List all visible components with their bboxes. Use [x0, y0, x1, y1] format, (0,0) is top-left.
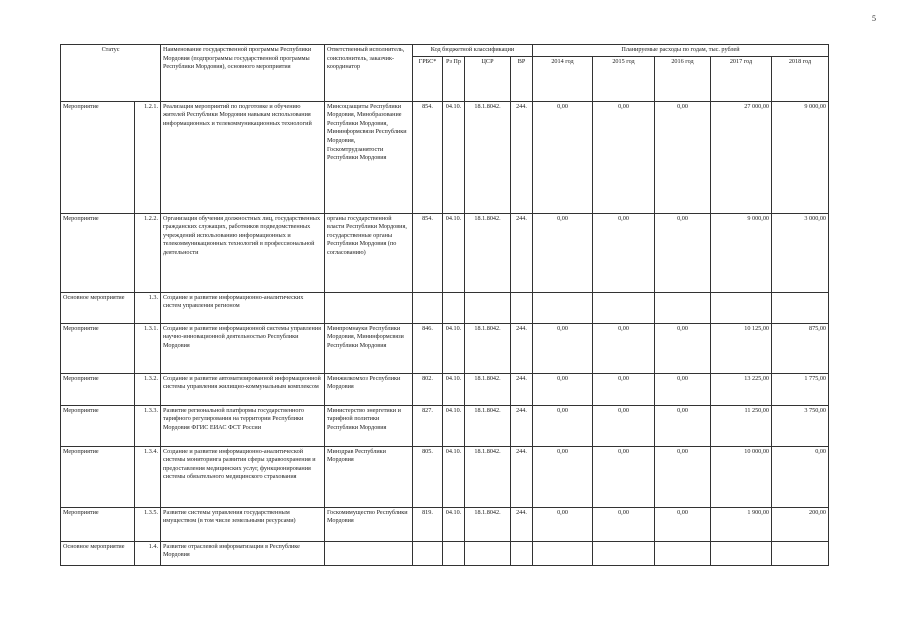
row-2017: 9 000,00: [711, 213, 772, 292]
header-year-2015: 2015 год: [593, 56, 655, 101]
row-2018: [772, 292, 829, 323]
row-2017: 1 900,00: [711, 507, 772, 541]
row-vr: [511, 541, 533, 565]
row-name: Реализация мероприятий по подготовке и обучению жителей Республики Мордовия навыкам использования информационных и телекоммуникационных технологий: [161, 101, 325, 213]
row-status: Основное мероприятие: [61, 292, 135, 323]
row-number: 1.4.: [135, 541, 161, 565]
row-2016: 0,00: [655, 101, 711, 213]
row-grbs: [413, 292, 443, 323]
row-csr: [465, 541, 511, 565]
row-csr: 18.1.8042.: [465, 373, 511, 405]
row-grbs: 819.: [413, 507, 443, 541]
page-number: 5: [872, 14, 876, 23]
row-rzpr: 04.10.: [443, 373, 465, 405]
row-2014: [533, 292, 593, 323]
header-status: Статус: [61, 45, 161, 102]
row-rzpr: 04.10.: [443, 323, 465, 373]
row-responsible: [325, 292, 413, 323]
table-row: [61, 101, 829, 213]
row-2015: [593, 292, 655, 323]
table-row: [61, 405, 829, 446]
row-2017: [711, 292, 772, 323]
row-number: 1.3.: [135, 292, 161, 323]
row-responsible: Минсоцзащиты Республики Мордовия, Минобразование Республики Мордовия, Мининформсвязи Республики Мордовия, Госкомтрудзанятости Республики Мордовия: [325, 101, 413, 213]
row-name: Создание и развитие автоматизированной информационной системы управления жилищно-коммунальным комплексом: [161, 373, 325, 405]
budget-table: [60, 44, 829, 566]
row-2018: [772, 541, 829, 565]
row-grbs: 854.: [413, 213, 443, 292]
row-grbs: 854.: [413, 101, 443, 213]
row-grbs: 827.: [413, 405, 443, 446]
header-year-2018: 2018 год: [772, 56, 829, 101]
row-number: 1.3.5.: [135, 507, 161, 541]
row-responsible: Министерство энергетики и тарифной политики Республики Мордовия: [325, 405, 413, 446]
row-rzpr: [443, 292, 465, 323]
row-2017: 13 225,00: [711, 373, 772, 405]
row-2014: 0,00: [533, 373, 593, 405]
header-rzpr: Рз Пр: [443, 56, 465, 101]
row-csr: 18.1.8042.: [465, 323, 511, 373]
header-csr: ЦСР: [465, 56, 511, 101]
row-number: 1.3.3.: [135, 405, 161, 446]
row-vr: 244.: [511, 101, 533, 213]
row-name: Развитие системы управления государственным имуществом (в том числе земельными ресурсами): [161, 507, 325, 541]
table-row: [61, 446, 829, 507]
row-2016: 0,00: [655, 373, 711, 405]
row-vr: 244.: [511, 323, 533, 373]
row-status: Мероприятие: [61, 323, 135, 373]
row-status: Мероприятие: [61, 446, 135, 507]
row-csr: 18.1.8042.: [465, 507, 511, 541]
row-vr: 244.: [511, 373, 533, 405]
row-csr: 18.1.8042.: [465, 446, 511, 507]
row-2017: 10 000,00: [711, 446, 772, 507]
row-2014: 0,00: [533, 323, 593, 373]
header-grbs: ГРБС*: [413, 56, 443, 101]
row-status: Мероприятие: [61, 101, 135, 213]
row-rzpr: 04.10.: [443, 507, 465, 541]
row-responsible: [325, 541, 413, 565]
row-grbs: 802.: [413, 373, 443, 405]
row-rzpr: [443, 541, 465, 565]
row-name: Развитие отраслевой информатизации в Республике Мордовия: [161, 541, 325, 565]
row-2018: 9 000,00: [772, 101, 829, 213]
row-number: 1.3.2.: [135, 373, 161, 405]
row-responsible: Минжилкомхоз Республики Мордовия: [325, 373, 413, 405]
row-rzpr: 04.10.: [443, 446, 465, 507]
row-2016: 0,00: [655, 446, 711, 507]
row-2015: [593, 541, 655, 565]
row-2018: 0,00: [772, 446, 829, 507]
row-number: 1.2.2.: [135, 213, 161, 292]
row-2018: 3 000,00: [772, 213, 829, 292]
row-2015: 0,00: [593, 213, 655, 292]
row-status: Мероприятие: [61, 373, 135, 405]
row-2014: 0,00: [533, 446, 593, 507]
row-2015: 0,00: [593, 507, 655, 541]
row-csr: [465, 292, 511, 323]
row-2018: 3 750,00: [772, 405, 829, 446]
row-2016: [655, 292, 711, 323]
table-row: [61, 292, 829, 323]
row-status: Мероприятие: [61, 507, 135, 541]
header-responsible: Ответственный исполнитель, соисполнитель, заказчик-координатор: [325, 45, 413, 102]
row-grbs: [413, 541, 443, 565]
row-csr: 18.1.8042.: [465, 405, 511, 446]
table-row: [61, 507, 829, 541]
row-2014: 0,00: [533, 507, 593, 541]
row-name: Создание и развитие информационной системы управления научно-инновационной деятельностью Республики Мордовия: [161, 323, 325, 373]
header-budget-code: Код бюджетной классификации: [413, 45, 533, 57]
header-year-2014: 2014 год: [533, 56, 593, 101]
row-2016: 0,00: [655, 323, 711, 373]
header-name: Наименование государственной программы Республики Мордовия (подпрограммы государственной программы Республики Мордовия), основного мероприятия: [161, 45, 325, 102]
row-2018: 1 775,00: [772, 373, 829, 405]
row-name: Создание и развитие информационно-аналитической системы мониторинга развития сферы здравоохранения и предоставления медицинских услуг, функционирования системы обязательного медицинского страхования: [161, 446, 325, 507]
row-2014: 0,00: [533, 101, 593, 213]
row-2018: 875,00: [772, 323, 829, 373]
row-2015: 0,00: [593, 446, 655, 507]
row-number: 1.3.1.: [135, 323, 161, 373]
row-rzpr: 04.10.: [443, 101, 465, 213]
table-row: [61, 541, 829, 565]
row-responsible: Госкомимущество Республики Мордовия: [325, 507, 413, 541]
row-2017: [711, 541, 772, 565]
table-row: [61, 323, 829, 373]
row-number: 1.2.1.: [135, 101, 161, 213]
row-2016: [655, 541, 711, 565]
row-status: Мероприятие: [61, 213, 135, 292]
header-year-2017: 2017 год: [711, 56, 772, 101]
row-2016: 0,00: [655, 213, 711, 292]
row-csr: 18.1.8042.: [465, 213, 511, 292]
row-name: Организация обучения должностных лиц, государственных гражданских служащих, работников подведомственных учреждений использованию информационных и телекоммуникационных технологий в профессиональной деятельности: [161, 213, 325, 292]
table-row: [61, 213, 829, 292]
row-vr: 244.: [511, 446, 533, 507]
row-name: Создание и развитие информационно-аналитических систем управления регионом: [161, 292, 325, 323]
row-2014: [533, 541, 593, 565]
row-vr: 244.: [511, 405, 533, 446]
header-row: [61, 45, 829, 57]
row-vr: 244.: [511, 507, 533, 541]
row-status: Мероприятие: [61, 405, 135, 446]
row-2017: 11 250,00: [711, 405, 772, 446]
row-status: Основное мероприятие: [61, 541, 135, 565]
row-vr: 244.: [511, 213, 533, 292]
row-2017: 27 000,00: [711, 101, 772, 213]
row-2015: 0,00: [593, 323, 655, 373]
row-2015: 0,00: [593, 373, 655, 405]
row-vr: [511, 292, 533, 323]
row-rzpr: 04.10.: [443, 213, 465, 292]
row-rzpr: 04.10.: [443, 405, 465, 446]
row-2015: 0,00: [593, 101, 655, 213]
header-vr: ВР: [511, 56, 533, 101]
header-planned-spending: Планируемые расходы по годам, тыс. рублей: [533, 45, 829, 57]
row-name: Развитие региональной платформы государственного тарифного регулирования на территории Республики Мордовия ФГИС ЕИАС ФСТ России: [161, 405, 325, 446]
row-responsible: органы государственной власти Республики Мордовия, государственные органы Республики Мордовия (по согласованию): [325, 213, 413, 292]
row-2016: 0,00: [655, 507, 711, 541]
table-row: [61, 373, 829, 405]
row-grbs: 805.: [413, 446, 443, 507]
row-number: 1.3.4.: [135, 446, 161, 507]
row-2017: 10 125,00: [711, 323, 772, 373]
row-2014: 0,00: [533, 213, 593, 292]
row-2015: 0,00: [593, 405, 655, 446]
header-year-2016: 2016 год: [655, 56, 711, 101]
row-responsible: Минпромнауки Республики Мордовия, Мининформсвязи Республики Мордовия: [325, 323, 413, 373]
row-csr: 18.1.8042.: [465, 101, 511, 213]
row-responsible: Минздрав Республики Мордовия: [325, 446, 413, 507]
row-2016: 0,00: [655, 405, 711, 446]
row-2018: 200,00: [772, 507, 829, 541]
row-2014: 0,00: [533, 405, 593, 446]
row-grbs: 846.: [413, 323, 443, 373]
